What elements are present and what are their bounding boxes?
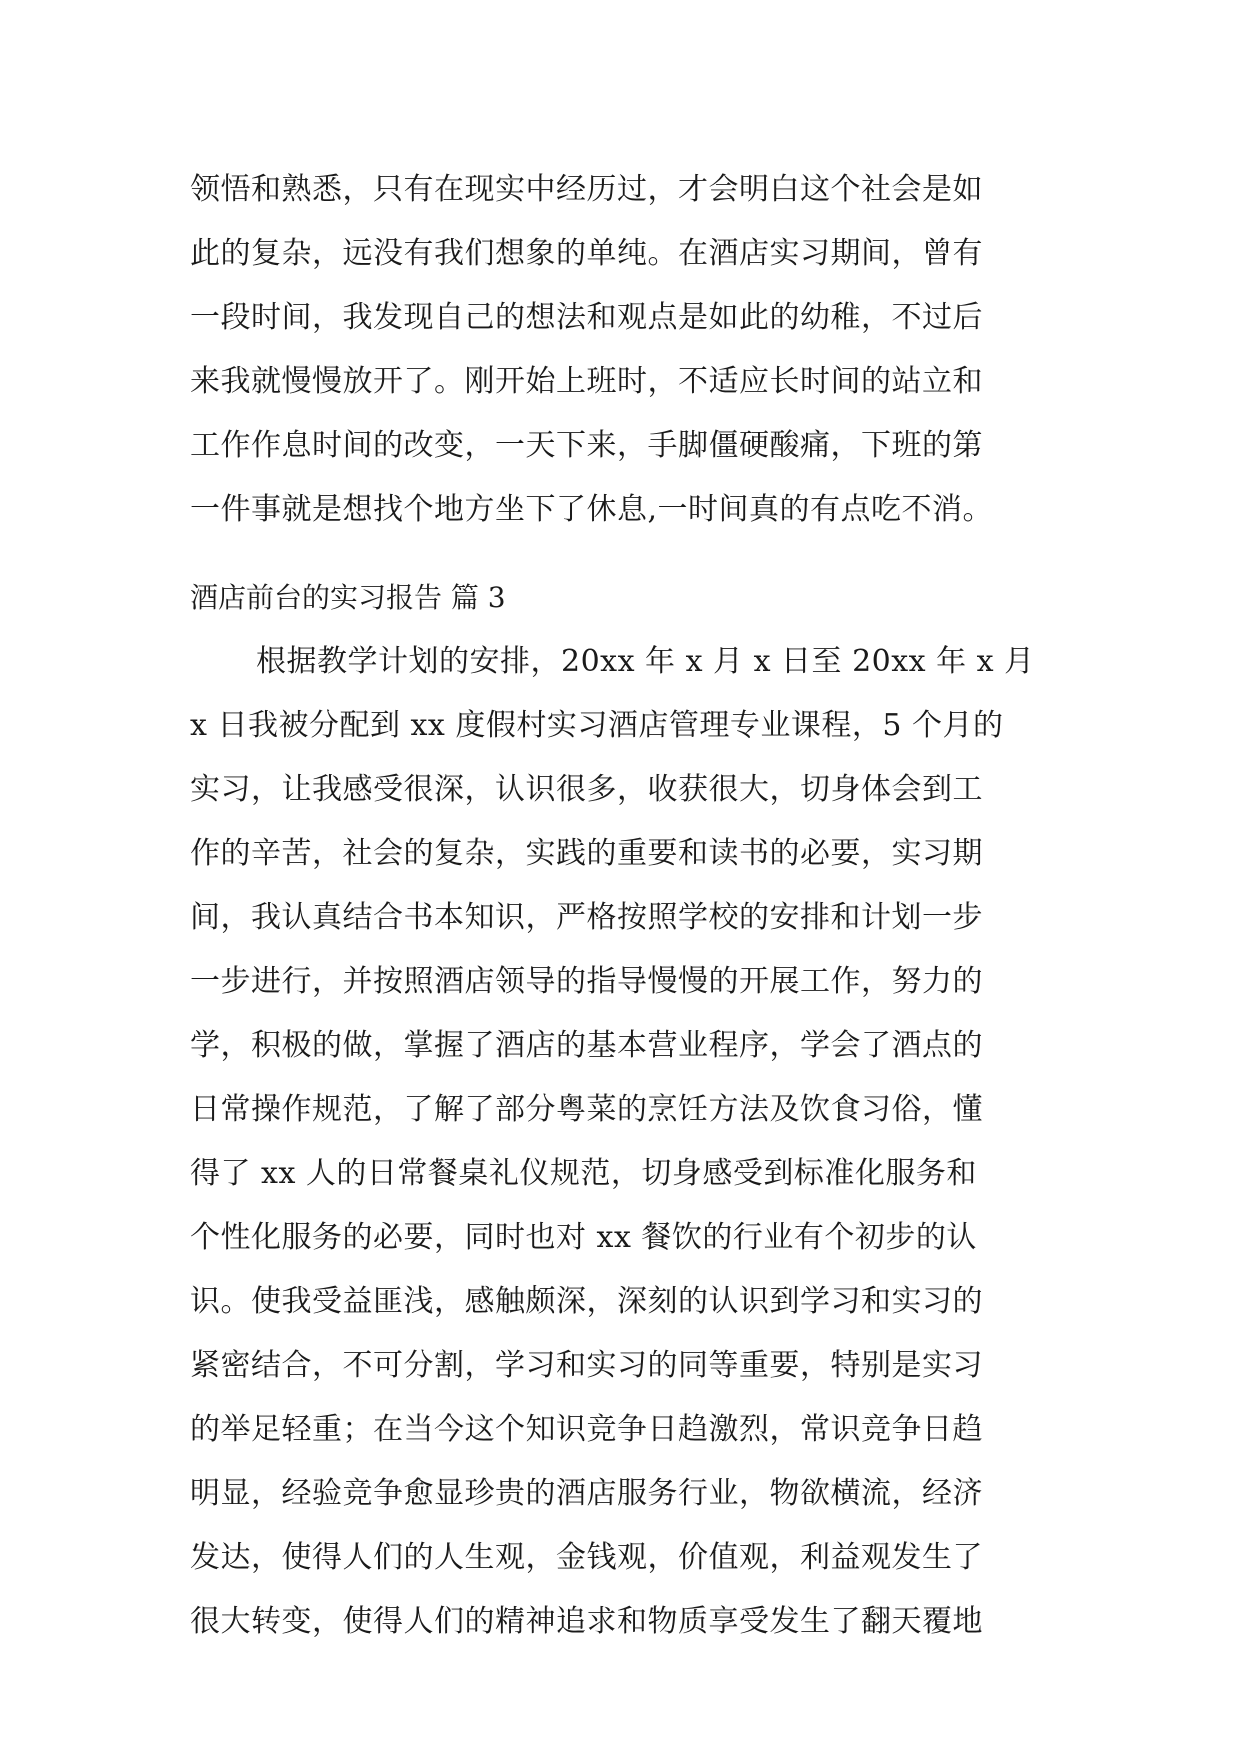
paragraph-line: 学，积极的做，掌握了酒店的基本营业程序，学会了酒点的: [190, 1028, 983, 1063]
paragraph-line: x 日我被分配到 xx 度假村实习酒店管理专业课程，5 个月的: [190, 708, 1004, 743]
paragraph-line: 识。使我受益匪浅，感触颇深，深刻的认识到学习和实习的: [190, 1284, 983, 1319]
paragraph-line: 工作作息时间的改变，一天下来，手脚僵硬酸痛，下班的第: [190, 428, 983, 463]
paragraph-line: 发达，使得人们的人生观，金钱观，价值观，利益观发生了: [190, 1540, 983, 1575]
paragraph-line: 一段时间，我发现自己的想法和观点是如此的幼稚，不过后: [190, 300, 983, 335]
paragraph-line: 明显，经验竞争愈显珍贵的酒店服务行业，物欲横流，经济: [190, 1476, 983, 1511]
section-heading: 酒店前台的实习报告 篇 3: [190, 581, 506, 614]
paragraph-line: 一步进行，并按照酒店领导的指导慢慢的开展工作，努力的: [190, 964, 983, 999]
paragraph-line: 紧密结合，不可分割，学习和实习的同等重要，特别是实习: [190, 1348, 983, 1383]
paragraph-line: 的举足轻重；在当今这个知识竞争日趋激烈，常识竞争日趋: [190, 1412, 983, 1447]
paragraph-line: 此的复杂，远没有我们想象的单纯。在酒店实习期间，曾有: [190, 236, 983, 271]
paragraph-line: 作的辛苦，社会的复杂，实践的重要和读书的必要，实习期: [190, 836, 983, 871]
paragraph-line: 日常操作规范，了解了部分粤菜的烹饪方法及饮食习俗，懂: [190, 1092, 983, 1127]
section3-body: [190, 630, 1050, 1654]
paragraph-line: 领悟和熟悉，只有在现实中经历过，才会明白这个社会是如: [190, 172, 983, 207]
paragraph-line: 间，我认真结合书本知识，严格按照学校的安排和计划一步: [190, 900, 983, 935]
paragraph-line: 来我就慢慢放开了。刚开始上班时，不适应长时间的站立和: [190, 364, 983, 399]
paragraph-line: 一件事就是想找个地方坐下了休息,一时间真的有点吃不消。: [190, 492, 994, 527]
paragraph-line: 根据教学计划的安排，20xx 年 x 月 x 日至 20xx 年 x 月: [256, 644, 1035, 679]
paragraph-continuation: [190, 158, 1050, 542]
paragraph-line: 实习，让我感受很深，认识很多，收获很大，切身体会到工: [190, 772, 983, 807]
paragraph-line: 得了 xx 人的日常餐桌礼仪规范，切身感受到标准化服务和: [190, 1156, 977, 1191]
paragraph-line: 很大转变，使得人们的精神追求和物质享受发生了翻天覆地: [190, 1604, 983, 1639]
paragraph-line: 个性化服务的必要，同时也对 xx 餐饮的行业有个初步的认: [190, 1220, 977, 1255]
